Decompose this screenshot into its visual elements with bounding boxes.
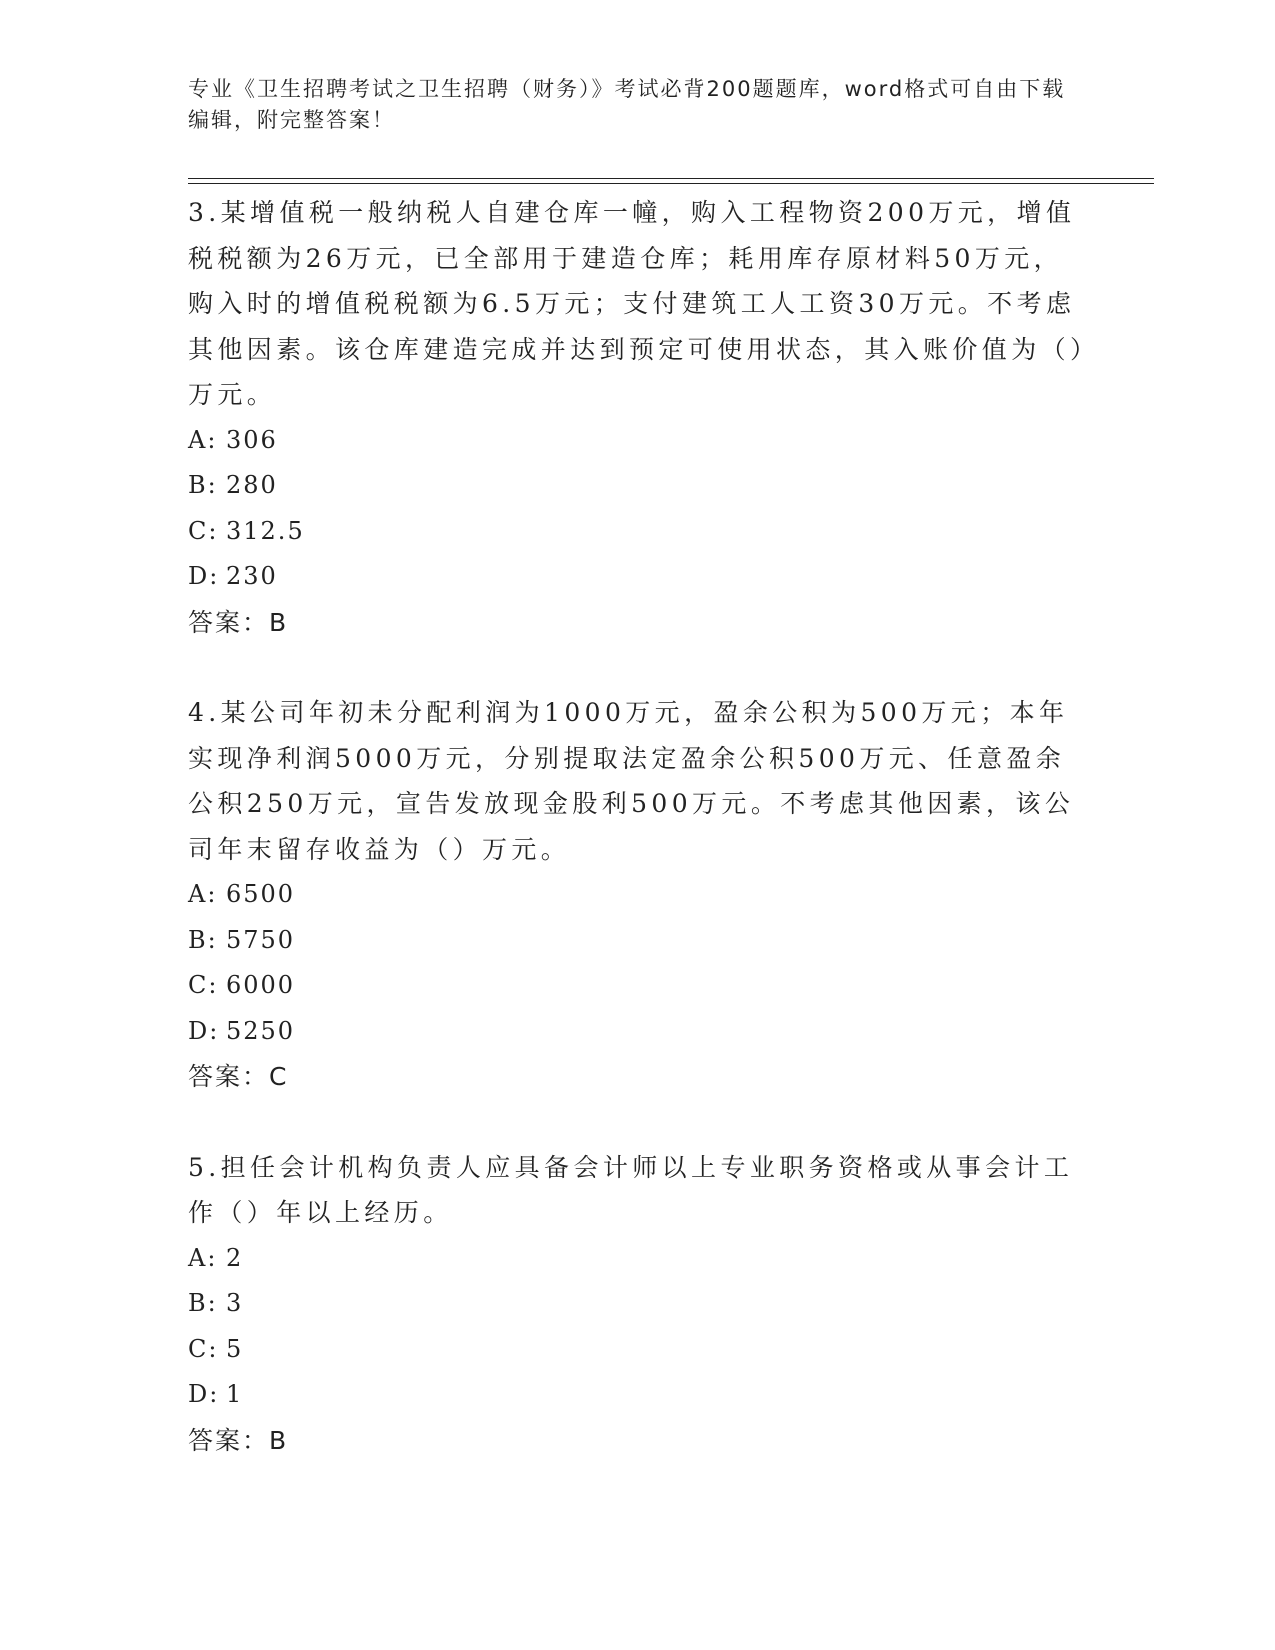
option-key: A: — [188, 425, 218, 454]
option-value: 3 — [226, 1289, 244, 1317]
option-value: 2 — [226, 1243, 244, 1272]
option-value: 312.5 — [226, 516, 305, 545]
option-key: A: — [188, 880, 218, 908]
question-spacer — [188, 1100, 1088, 1145]
option-key: A: — [188, 1243, 218, 1272]
option-key: D: — [188, 562, 220, 590]
option-a — [188, 1236, 1088, 1282]
option-key: C: — [188, 971, 219, 999]
option-value: 5250 — [226, 1016, 296, 1045]
question-item — [188, 690, 1088, 1100]
option-key: B: — [188, 471, 218, 499]
option-value: 230 — [226, 562, 278, 590]
option-b — [188, 463, 1088, 509]
question-text: 5.担任会计机构负责人应具备会计师以上专业职务资格或从事会计工作（）年以上经历。 — [188, 1152, 1074, 1227]
question-text: 4.某公司年初未分配利润为1000万元，盈余公积为500万元；本年实现净利润5000万元，分别提取法定盈余公积500万元、任意盈余公积250万元，宣告发放现金股利500万元。不考虑其他因素，该公司年末留存收益为（）万元。 — [188, 698, 1075, 864]
page-title: 专业《卫生招聘考试之卫生招聘（财务）》考试必背200题题库，word格式可自由下载编辑，附完整答案！ — [188, 77, 1066, 132]
option-c — [188, 963, 1088, 1009]
option-key: C: — [188, 1334, 219, 1363]
option-value: 5750 — [226, 925, 296, 954]
option-c — [188, 1327, 1088, 1373]
option-value: 306 — [226, 425, 278, 454]
answer-line: 答案：B — [188, 607, 289, 637]
question-list — [188, 190, 1088, 1463]
option-a — [188, 872, 1088, 918]
option-key: D: — [188, 1016, 220, 1045]
option-value: 280 — [226, 471, 278, 499]
option-key: D: — [188, 1380, 220, 1408]
option-value: 1 — [226, 1380, 244, 1408]
option-key: B: — [188, 925, 218, 954]
question-item — [188, 1145, 1088, 1464]
question-text: 3.某增值税一般纳税人自建仓库一幢，购入工程物资200万元，增值税税额为26万元，已全部用于建造仓库；耗用库存原材料50万元，购入时的增值税税额为6.5万元；支付建筑工人工资30万元。不考虑其他因素。该仓库建造完成并达到预定可使用状态，其入账价值为（）万元。 — [188, 198, 1087, 409]
answer-line: 答案：B — [188, 1425, 289, 1455]
answer-line: 答案：C — [188, 1062, 289, 1091]
option-b — [188, 918, 1088, 964]
option-value: 6000 — [226, 971, 296, 999]
option-d — [188, 1372, 1088, 1418]
option-key: C: — [188, 516, 219, 545]
option-value: 6500 — [226, 880, 296, 908]
header-divider-bottom — [188, 183, 1154, 184]
option-a — [188, 418, 1088, 464]
question-spacer — [188, 645, 1088, 690]
option-b — [188, 1281, 1088, 1327]
question-item — [188, 190, 1088, 645]
option-d — [188, 554, 1088, 600]
header-divider-top — [188, 178, 1154, 179]
option-key: B: — [188, 1289, 218, 1317]
option-d — [188, 1009, 1088, 1055]
option-value: 5 — [226, 1334, 244, 1363]
option-c — [188, 509, 1088, 555]
